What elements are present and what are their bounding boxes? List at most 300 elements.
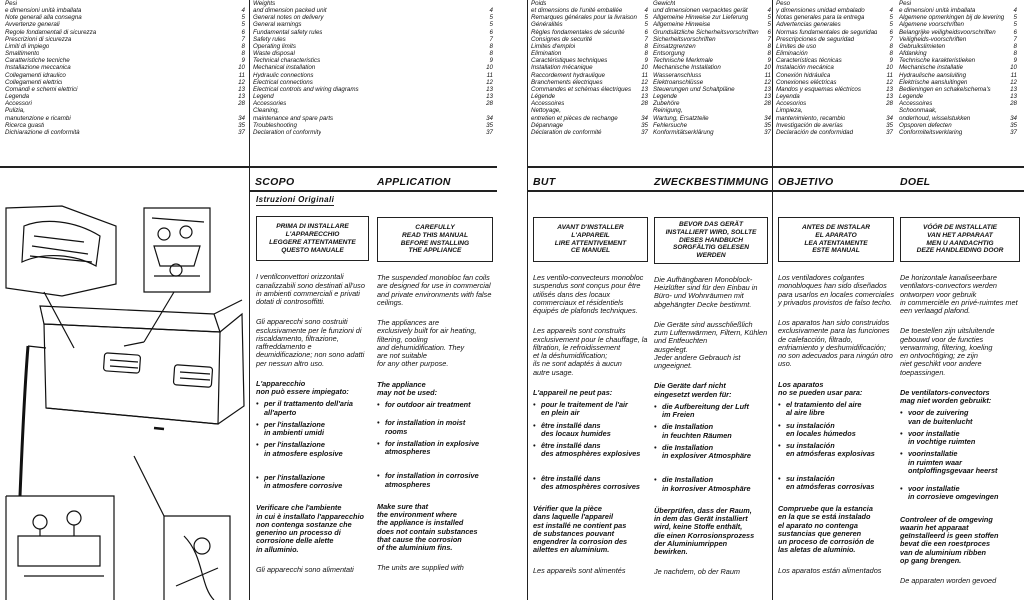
toc-entry-page: 8 bbox=[1013, 42, 1017, 50]
toc-entry-title: Accesorios bbox=[776, 100, 807, 108]
toc-entry-page: 8 bbox=[889, 50, 893, 58]
intro-fr: Les ventilo-convecteurs monobloc suspendus sont conçus pour être utilisés dans des locaux commerciaux et résidentiels équipés de plafonds techniques. bbox=[533, 273, 644, 316]
toc-entry-title: Conexiones eléctricas bbox=[776, 78, 837, 86]
toc-entry-page: 4 bbox=[1013, 7, 1017, 15]
toc-entry-page: 11 bbox=[886, 71, 893, 79]
toc-entry-page: 35 bbox=[238, 121, 245, 129]
toc-en bbox=[253, 0, 493, 163]
toc-entry-page: 13 bbox=[238, 93, 245, 101]
toc-entry bbox=[776, 100, 893, 107]
header-rule-top bbox=[0, 166, 497, 168]
toc-entry-page: 11 bbox=[641, 71, 648, 79]
bullet-en-4: • for installation in corrosive atmospheres bbox=[377, 472, 493, 489]
toc-entry-title: Electrical connections bbox=[253, 78, 313, 86]
toc-entry bbox=[253, 122, 493, 129]
closing-es: Los aparatos están alimentados bbox=[778, 565, 882, 575]
toc-entry-title: Limites d'emploi bbox=[531, 42, 576, 50]
toc-entry-page: 5 bbox=[889, 14, 893, 22]
purpose-it: Gli apparecchi sono costruiti esclusivamente per le funzioni di riscaldamento, filtrazione, raffreddamento e deumidificazione; non sono adatti per nessun altro uso. bbox=[256, 317, 365, 368]
toc-entry-page: 13 bbox=[641, 93, 648, 101]
toc-entry-page: 8 bbox=[644, 50, 648, 58]
toc-entry bbox=[253, 21, 493, 28]
toc-entry-title: Conformiteitsverklaring bbox=[899, 128, 963, 136]
toc-entry-page: 28 bbox=[641, 100, 648, 108]
toc-entry-title: Entsorgung bbox=[653, 50, 685, 58]
notice-it: PRIMA DI INSTALLARE L'APPARECCHIO LEGGERE ATTENTAMENTE QUESTO MANUALE bbox=[256, 216, 369, 261]
toc-entry bbox=[531, 64, 648, 71]
toc-entry bbox=[531, 21, 648, 28]
bullet-nl-3: • voorinstallatie in ruimten waar ontploffingsgevaar heerst bbox=[900, 450, 1020, 475]
toc-entry-title: Afdanking bbox=[899, 50, 927, 58]
toc-entry-title: Pulizia, bbox=[5, 107, 25, 115]
toc-entry bbox=[253, 79, 493, 86]
toc-entry-page: 37 bbox=[886, 128, 893, 136]
toc-entry bbox=[899, 64, 1017, 71]
toc-entry-page: 6 bbox=[644, 28, 648, 36]
section-title-nl: DOEL bbox=[900, 176, 931, 188]
toc-entry-title: Conexión hidráulica bbox=[776, 71, 831, 79]
toc-entry bbox=[776, 14, 893, 21]
toc-entry bbox=[531, 50, 648, 57]
bullet-de-1: • die Aufbereitung der Luft im Freien bbox=[654, 403, 768, 420]
bullet-nl-1: • voor de zuivering van de buitenlucht bbox=[900, 409, 1020, 426]
bullet-es-3: • su instalación en atmósferas explosivas bbox=[778, 442, 894, 459]
toc-entry bbox=[531, 7, 648, 14]
intro-nl: De horizontale kanaliseerbare ventilators-convectors werden ontworpen voor gebruik in commerciële en privé-ruimtes met een verlaagd plafond. bbox=[900, 273, 1018, 316]
toc-entry-page: 5 bbox=[489, 21, 493, 29]
toc-entry bbox=[5, 129, 245, 136]
closing-de: Je nachdem, ob der Raum bbox=[654, 567, 740, 577]
toc-entry-title: Investigación de averías bbox=[776, 121, 843, 129]
toc-entry bbox=[899, 57, 1017, 64]
toc-entry-page: 8 bbox=[489, 42, 493, 50]
purpose-en: The appliances are exclusively built for air heating, filtering, cooling and dehumidification. They are not suitable for any other purpose. bbox=[377, 318, 477, 369]
toc-entry bbox=[5, 43, 245, 50]
toc-entry bbox=[5, 100, 245, 107]
toc-entry bbox=[776, 79, 893, 86]
toc-entry-page: 6 bbox=[241, 28, 245, 36]
toc-entry-title: Note generali alla consegna bbox=[5, 14, 82, 22]
toc-entry-title: Poids bbox=[531, 0, 547, 7]
toc-entry-page: 34 bbox=[1010, 114, 1017, 122]
toc-entry bbox=[899, 129, 1017, 136]
bullet-de-4: • die Installation in korrosiver Atmosphäre bbox=[654, 476, 768, 493]
bullet-en-1: • for outdoor air treatment bbox=[377, 401, 493, 409]
toc-entry bbox=[253, 7, 493, 14]
toc-entry-page: 8 bbox=[767, 50, 771, 58]
toc-entry bbox=[776, 7, 893, 14]
notice-es: ANTES DE INSTALAR EL APARATO LEA ATENTAMENTE ESTE MANUAL bbox=[778, 217, 894, 262]
toc-entry-title: Einsatzgrenzen bbox=[653, 42, 696, 50]
closing-en: The units are supplied with bbox=[377, 563, 464, 573]
column-divider bbox=[249, 0, 250, 600]
toc-entry-title: und dimensionen verpacktes gerät bbox=[653, 7, 748, 15]
toc-entry-title: Hydraulic connections bbox=[253, 71, 314, 79]
right-page bbox=[527, 0, 1024, 600]
toc-entry bbox=[253, 29, 493, 36]
toc-entry-page: 4 bbox=[644, 7, 648, 15]
toc-entry-title: Caractéristiques techniques bbox=[531, 57, 608, 65]
toc-entry-title: Prescripciones de seguridad bbox=[776, 35, 855, 43]
toc-entry-title: Légende bbox=[531, 93, 556, 101]
toc-entry-title: Elektroanschlüsse bbox=[653, 78, 704, 86]
toc-entry-page: 7 bbox=[644, 35, 648, 43]
toc-entry-page: 9 bbox=[241, 57, 245, 65]
toc-entry-title: Declaración de conformidad bbox=[776, 128, 854, 136]
bullet-es-4: • su instalación en atmósferas corrosivas bbox=[778, 475, 894, 492]
page-gutter bbox=[497, 0, 527, 600]
notice-de: BEVOR DAS GERÄT INSTALLIERT WIRD, SOLLTE DIESES HANDBUCH SORGFÄLTIG GELESEN WERDEN bbox=[654, 217, 768, 264]
header-rule-bottom bbox=[249, 190, 497, 192]
warning-it: L'apparecchio non può essere impiegato: bbox=[256, 378, 349, 397]
toc-entry bbox=[653, 57, 771, 64]
toc-entry-page: 34 bbox=[238, 114, 245, 122]
toc-entry-page: 5 bbox=[889, 21, 893, 29]
toc-entry-page: 7 bbox=[889, 35, 893, 43]
toc-entry-title: Waste disposal bbox=[253, 50, 295, 58]
toc-entry bbox=[531, 14, 648, 21]
toc-entry bbox=[531, 72, 648, 79]
toc-entry-title: Nettoyage, bbox=[531, 107, 561, 115]
toc-entry-page: 34 bbox=[641, 114, 648, 122]
toc-entry-page: 37 bbox=[238, 128, 245, 136]
toc-entry-page: 9 bbox=[1013, 57, 1017, 65]
toc-entry-page: 13 bbox=[886, 85, 893, 93]
purpose-es: Los aparatos han sido construidos exclusivamente para las funciones de calefacción, filtrado, enfriamiento y deshumidificación; no son adecuados para ningún otro uso. bbox=[778, 318, 893, 369]
toc-entry-page: 12 bbox=[886, 78, 893, 86]
toc-entry-title: Mechanische Installation bbox=[653, 64, 721, 72]
bullet-es-2: • su instalación en locales húmedos bbox=[778, 422, 894, 439]
toc-entry-page: 7 bbox=[241, 35, 245, 43]
toc-entry-page: 8 bbox=[241, 50, 245, 58]
toc-entry bbox=[531, 29, 648, 36]
bullet-de-2: • die Installation in feuchten Räumen bbox=[654, 423, 768, 440]
toc-entry bbox=[253, 93, 493, 100]
toc-entry-page: 34 bbox=[764, 114, 771, 122]
toc-entry bbox=[5, 50, 245, 57]
toc-entry-title: y dimensiones unidad embalado bbox=[776, 7, 865, 15]
toc-entry-title: Declaration of conformity bbox=[253, 128, 322, 136]
toc-entry-title: Wasseranschluss bbox=[653, 71, 702, 79]
toc-entry bbox=[776, 43, 893, 50]
toc-entry bbox=[653, 129, 771, 136]
toc-entry-page: 5 bbox=[1013, 21, 1017, 29]
toc-entry bbox=[531, 107, 648, 114]
column-fr bbox=[533, 196, 648, 575]
toc-entry bbox=[899, 7, 1017, 14]
toc-entry bbox=[899, 36, 1017, 43]
toc-entry bbox=[5, 79, 245, 86]
toc-entry bbox=[899, 72, 1017, 79]
toc-entry-title: Peso bbox=[776, 0, 791, 7]
intro-es: Los ventiladores colgantes monobloques han sido diseñados para usarlos en locales comerciales y privados provistos de falso techo. bbox=[778, 273, 894, 307]
toc-entry-title: Déclaration de conformité bbox=[531, 128, 602, 136]
toc-entry bbox=[776, 115, 893, 122]
toc-entry-title: Advertencias generales bbox=[776, 21, 841, 29]
toc-entry-page: 13 bbox=[238, 85, 245, 93]
toc-entry-page: 10 bbox=[641, 64, 648, 72]
toc-entry-page: 6 bbox=[489, 28, 493, 36]
toc-entry-title: Elimination bbox=[531, 50, 562, 58]
toc-entry bbox=[5, 115, 245, 122]
toc-entry bbox=[899, 21, 1017, 28]
toc-entry bbox=[653, 122, 771, 129]
toc-entry-title: Leyenda bbox=[776, 93, 800, 101]
toc-entry-page: 12 bbox=[486, 78, 493, 86]
toc-entry-page: 6 bbox=[767, 28, 771, 36]
toc-entry-title: Prescrizioni di sicurezza bbox=[5, 35, 72, 43]
toc-entry-page: 35 bbox=[641, 121, 648, 129]
toc-entry-page: 34 bbox=[886, 114, 893, 122]
toc-entry-title: Wartung, Ersatzteile bbox=[653, 114, 709, 122]
section-title-de: ZWECKBESTIMMUNG bbox=[654, 176, 769, 188]
intro-de: Die Aufhängbaren Monoblock-Heizlüfter sind für den Einbau in Büro- und Wohnräumen mit abgehängter Decke bestimmt. bbox=[654, 274, 758, 309]
toc-entry bbox=[653, 21, 771, 28]
toc-entry bbox=[531, 115, 648, 122]
toc-entry bbox=[776, 86, 893, 93]
bullet-fr-3: • être installé dans des atmosphères explosives bbox=[533, 442, 648, 459]
page-left-border bbox=[527, 0, 528, 600]
toc-entry bbox=[899, 43, 1017, 50]
toc-entry-page: 11 bbox=[238, 71, 245, 79]
toc-entry-title: Dichiarazione di conformità bbox=[5, 128, 80, 136]
toc-entry bbox=[531, 79, 648, 86]
toc-entry-page: 11 bbox=[486, 71, 493, 79]
header-rule-bottom-right bbox=[527, 190, 1024, 192]
toc-entry-page: 28 bbox=[486, 100, 493, 108]
toc-entry-title: Comandi e schemi elettrici bbox=[5, 85, 78, 93]
toc-entry bbox=[5, 14, 245, 21]
toc-entry-title: Dépannage bbox=[531, 121, 563, 129]
toc-entry bbox=[531, 86, 648, 93]
toc-entry-title: Regole fondamentali di sicurezza bbox=[5, 28, 97, 36]
toc-entry bbox=[653, 50, 771, 57]
toc-entry bbox=[531, 93, 648, 100]
toc-entry-page: 10 bbox=[886, 64, 893, 72]
toc-nl bbox=[899, 0, 1017, 163]
toc-entry-title: Généralités bbox=[531, 21, 563, 29]
toc-entry bbox=[899, 86, 1017, 93]
toc-entry-title: Fundamental safety rules bbox=[253, 28, 323, 36]
toc-entry bbox=[5, 64, 245, 71]
toc-entry-title: Grundsätzliche Sicherheitsvorschriften bbox=[653, 28, 759, 36]
toc-entry-page: 10 bbox=[764, 64, 771, 72]
toc-entry-page: 37 bbox=[641, 128, 648, 136]
toc-entry bbox=[5, 29, 245, 36]
toc-entry-page: 9 bbox=[889, 57, 893, 65]
toc-entry bbox=[899, 107, 1017, 114]
toc-entry-page: 5 bbox=[644, 21, 648, 29]
toc-entry-page: 12 bbox=[238, 78, 245, 86]
toc-entry bbox=[653, 93, 771, 100]
header-rule-top-right bbox=[527, 166, 1024, 168]
warning-es: Los aparatos no se pueden usar para: bbox=[778, 379, 863, 397]
column-divider-right bbox=[772, 0, 773, 600]
toc-de bbox=[653, 0, 771, 163]
toc-entry-page: 35 bbox=[1010, 121, 1017, 129]
purpose-nl: De toestellen zijn uitsluitende gebouwd voor de functies verwarming, filtering, koeling en ontvochtiging; ze zijn niet geschikt voor andere toepassingen. bbox=[900, 326, 995, 377]
toc-entry-page: 13 bbox=[886, 93, 893, 101]
toc-entry bbox=[899, 29, 1017, 36]
toc-entry-page: 9 bbox=[767, 57, 771, 65]
section-title-fr: BUT bbox=[533, 176, 556, 188]
toc-entry bbox=[776, 50, 893, 57]
toc-entry-title: Legende bbox=[899, 93, 924, 101]
toc-entry-title: Bedieningen en schakelschema's bbox=[899, 85, 991, 93]
toc-entry bbox=[776, 64, 893, 71]
toc-entry bbox=[653, 107, 771, 114]
toc-entry-page: 10 bbox=[486, 64, 493, 72]
bullet-fr-4: • être installé dans des atmosphères corrosives bbox=[533, 475, 648, 492]
column-it bbox=[256, 196, 369, 574]
bullet-de-3: • die Installation in explosiver Atmosphäre bbox=[654, 444, 768, 461]
intro-it: I ventilconvettori orizzontali canalizzabili sono destinati all'uso in ambienti commerciali e privati dotati di controsoffitti. bbox=[256, 272, 365, 307]
toc-entry-title: Legend bbox=[253, 93, 274, 101]
toc-entry bbox=[776, 29, 893, 36]
toc-entry bbox=[253, 57, 493, 64]
toc-entry bbox=[5, 36, 245, 43]
toc-entry-title: Legende bbox=[653, 93, 678, 101]
toc-entry bbox=[653, 72, 771, 79]
toc-entry-title: Avvertenze generali bbox=[5, 21, 60, 29]
toc-entry-title: Zubehöre bbox=[653, 100, 680, 108]
bullet-en-3: • for installation in explosive atmospheres bbox=[377, 440, 493, 457]
purpose-fr: Les appareils sont construits exclusivement pour le chauffage, la filtration, le refroidissement et la déshumidification; ils ne sont adaptés à aucun autre usage. bbox=[533, 326, 648, 377]
toc-entry-title: Belangrijke veiligheidsvoorschriften bbox=[899, 28, 996, 36]
toc-entry-title: Límites de uso bbox=[776, 42, 817, 50]
toc-entry-title: Cleaning, bbox=[253, 107, 280, 115]
verify-it: Verificare che l'ambiente in cui è installato l'apparecchio non contenga sostanze che generino un processo di corrosione delle alette in alluminio. bbox=[256, 503, 364, 554]
column-nl bbox=[900, 196, 1020, 585]
toc-entry-page: 37 bbox=[1010, 128, 1017, 136]
toc-entry-title: Electrical controls and wiring diagrams bbox=[253, 85, 359, 93]
fan-coil-drawing bbox=[4, 196, 247, 600]
toc-entry-title: Mandos y esquemas eléctricos bbox=[776, 85, 861, 93]
toc-entry-page: 5 bbox=[241, 14, 245, 22]
toc-entry-title: Accessoires bbox=[531, 100, 565, 108]
toc-entry bbox=[776, 57, 893, 64]
toc-entry bbox=[531, 57, 648, 64]
toc-entry-title: Limpieza, bbox=[776, 107, 803, 115]
toc-entry-title: Pesi bbox=[5, 0, 18, 7]
toc-entry bbox=[899, 100, 1017, 107]
toc-entry-title: Smaltimento bbox=[5, 50, 40, 58]
toc-entry-page: 10 bbox=[238, 64, 245, 72]
toc-entry bbox=[253, 14, 493, 21]
toc-entry-title: Raccordement hydraulique bbox=[531, 71, 605, 79]
toc-entry bbox=[776, 72, 893, 79]
toc-entry bbox=[531, 43, 648, 50]
toc-entry-title: Technische karakteristieken bbox=[899, 57, 976, 65]
toc-entry-page: 5 bbox=[1013, 14, 1017, 22]
toc-entry-page: 28 bbox=[764, 100, 771, 108]
bullet-es-1: • el tratamiento del aire al aire libre bbox=[778, 401, 894, 418]
toc-entry-page: 7 bbox=[1013, 35, 1017, 43]
toc-entry bbox=[899, 0, 1017, 7]
toc-entry-title: Installation mécanique bbox=[531, 64, 593, 72]
bullet-it-3: • per l'installazione in atmosfere esplosive bbox=[256, 441, 369, 458]
toc-entry-title: Sicherheitsvorschriften bbox=[653, 35, 716, 43]
toc-entry-title: Steuerungen und Schaltpläne bbox=[653, 85, 735, 93]
section-title-es: OBJETIVO bbox=[778, 176, 834, 188]
toc-entry-title: Hydraulische aansluiting bbox=[899, 71, 967, 79]
bullet-nl-4: • voor installatie in corrosieve omgevingen bbox=[900, 485, 1020, 502]
toc-entry-page: 37 bbox=[486, 128, 493, 136]
toc-entry bbox=[531, 36, 648, 43]
toc-entry bbox=[776, 21, 893, 28]
toc-entry-page: 13 bbox=[486, 93, 493, 101]
toc-entry-page: 8 bbox=[644, 42, 648, 50]
toc-entry-title: Accessoires bbox=[899, 100, 933, 108]
toc-entry-title: Eliminación bbox=[776, 50, 808, 58]
bullet-fr-2: • être installé dans des locaux humides bbox=[533, 422, 648, 439]
toc-entry bbox=[5, 86, 245, 93]
toc-entry-page: 12 bbox=[641, 78, 648, 86]
toc-entry-title: Branchements électriques bbox=[531, 78, 603, 86]
toc-entry-title: Normas fundamentales de seguridad bbox=[776, 28, 878, 36]
toc-entry-title: Mechanische installatie bbox=[899, 64, 963, 72]
closing-it: Gli apparecchi sono alimentati bbox=[256, 564, 354, 574]
verify-nl: Controleer of de omgeving waarin het apparaat geïnstalleerd is geen stoffen bevat die een roestproces van de aluminium ribben op gang brengen. bbox=[900, 514, 999, 565]
toc-entry bbox=[776, 129, 893, 136]
toc-entry bbox=[899, 122, 1017, 129]
toc-entry bbox=[653, 7, 771, 14]
toc-entry bbox=[653, 36, 771, 43]
bullet-fr-1: • pour le traitement de l'air en plein air bbox=[533, 401, 648, 418]
toc-entry-title: Mechanical installation bbox=[253, 64, 316, 72]
toc-entry bbox=[776, 36, 893, 43]
toc-entry-title: General notes on delivery bbox=[253, 14, 324, 22]
toc-entry-page: 28 bbox=[886, 100, 893, 108]
toc-entry-title: Safety rules bbox=[253, 35, 286, 43]
toc-entry bbox=[776, 122, 893, 129]
toc-entry-title: Installazione meccanica bbox=[5, 64, 71, 72]
toc-entry-title: Consignes de securité bbox=[531, 35, 593, 43]
toc-entry bbox=[5, 7, 245, 14]
verify-fr: Vérifier que la pièce dans laquelle l'appareil est installé ne contient pas de substances pouvant engendrer la corrosion des ailettes en aluminium. bbox=[533, 504, 628, 555]
toc-entry bbox=[5, 72, 245, 79]
verify-es: Compruebe que la estancia en la que se está instalado el aparato no contenga sustancias que generen un proceso de corrosión de las aletas de aluminio. bbox=[778, 504, 875, 555]
toc-entry-page: 28 bbox=[238, 100, 245, 108]
column-de bbox=[654, 196, 768, 577]
toc-entry-title: General warnings bbox=[253, 21, 302, 29]
toc-entry-title: Commandes et schémas électriques bbox=[531, 85, 632, 93]
toc-entry bbox=[253, 72, 493, 79]
left-page bbox=[0, 0, 497, 600]
toc-entry-title: Technische Merkmale bbox=[653, 57, 713, 65]
toc-entry bbox=[5, 0, 245, 7]
toc-entry bbox=[5, 122, 245, 129]
bullet-it-1: • per il trattamento dell'aria all'aperto bbox=[256, 400, 369, 417]
toc-entry-title: mantenimiento, recambio bbox=[776, 114, 846, 122]
toc-entry-page: 11 bbox=[1010, 71, 1017, 79]
toc-entry bbox=[899, 79, 1017, 86]
notice-en: CAREFULLY READ THIS MANUAL BEFORE INSTALLING THE APPLIANCE bbox=[377, 217, 493, 262]
toc-entry-page: 28 bbox=[1010, 100, 1017, 108]
toc-entry-page: 13 bbox=[1010, 85, 1017, 93]
toc-entry-title: Algemene opmerkingen bij de levering bbox=[899, 14, 1005, 22]
toc-entry-title: Règles fondamentales de sécurité bbox=[531, 28, 625, 36]
toc-entry-page: 5 bbox=[241, 21, 245, 29]
toc-entry-page: 13 bbox=[764, 85, 771, 93]
toc-entry-page: 10 bbox=[1010, 64, 1017, 72]
toc-entry-page: 5 bbox=[767, 14, 771, 22]
toc-entry bbox=[653, 115, 771, 122]
toc-entry bbox=[653, 86, 771, 93]
toc-entry bbox=[531, 0, 648, 7]
toc-entry bbox=[531, 129, 648, 136]
toc-entry-page: 8 bbox=[767, 42, 771, 50]
